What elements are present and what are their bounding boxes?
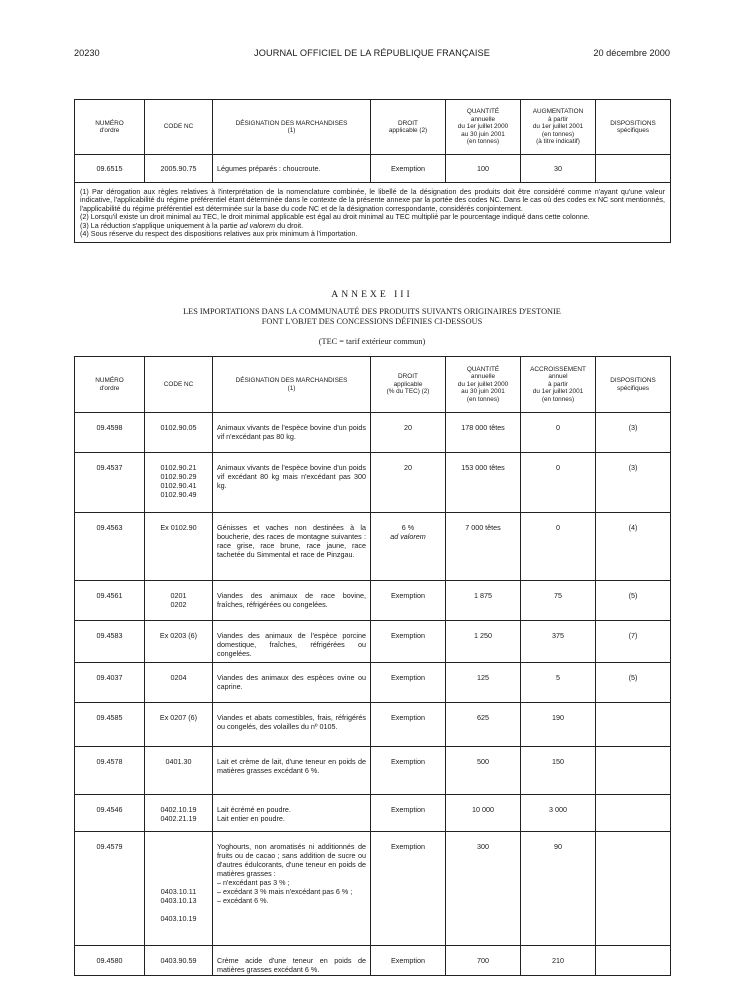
- annex-title: ANNEXE III: [331, 289, 413, 300]
- specific-provisions: [596, 155, 671, 183]
- annual-quantity: 7 000 têtes: [446, 513, 521, 581]
- annex-subtitle: LES IMPORTATIONS DANS LA COMMUNAUTÉ DES PRODUITS SUIVANTS ORIGINAIRES D'ESTONIE FONT L'OBJET DES CONCESSIONS DÉFINIES CI-DESSOUS: [183, 307, 561, 326]
- duty-value: 20: [404, 423, 412, 432]
- nc-code: 0102.90.49: [160, 490, 197, 499]
- applicable-duty: [371, 621, 446, 663]
- applicable-duty: [371, 513, 446, 581]
- description-line: Lait écrémé en poudre.: [217, 805, 291, 814]
- concessions-table-estonia: [74, 356, 671, 976]
- nc-code: Ex 0207 (6): [159, 713, 198, 722]
- footnote-2: (2) Lorsqu'il existe un droit minimal au TEC, le droit minimal applicable est égal au droit minimal au TEC multiplié par le pourcentage indiqué dans cette colonne.: [80, 212, 590, 222]
- description-line: Animaux vivants de l'espèce bovine d'un poids vif n'excédant pas 80 kg.: [217, 423, 366, 441]
- page-header: [74, 48, 670, 62]
- column-header: QUANTITÉ annuelle du 1er juillet 2000 au 30 juin 2001 (en tonnes): [446, 100, 521, 155]
- annual-increase: 0: [521, 453, 596, 513]
- goods-description: [213, 832, 371, 946]
- nc-code: [145, 860, 212, 869]
- goods-description: [213, 946, 371, 976]
- specific-provisions: (3): [596, 413, 671, 453]
- column-header: AUGMENTATION à partir du 1er juillet 2001 (en tonnes) (à titre indicatif): [521, 100, 596, 155]
- goods-description: [213, 663, 371, 703]
- nc-codes: [145, 581, 213, 621]
- description-line: – excédant 6 %.: [217, 896, 269, 905]
- duty-value: Exemption: [391, 591, 425, 600]
- footnote-1: (1) Par dérogation aux règles relatives à l'interprétation de la nomenclature combinée, le libellé de la désignation des produits doit être considéré comme n'ayant qu'une valeur indicative, l'applicabilité du régime préférentiel étant déterminée dans le contexte de la présente annexe par la portée des codes NC. Dans le cas où des codes ex NC sont mentionnés, l'applicabilité du régime préférentiel est déterminée sur la base du code NC et de la désignation correspondante, considérés conjointement.: [80, 187, 665, 213]
- applicable-duty: [371, 832, 446, 946]
- description-line: Yoghourts, non aromatisés ni additionnés de fruits ou de cacao ; sans addition de sucre ou d'autres édulcorants, d'une teneur en poids de matières grasses :: [217, 842, 366, 878]
- goods-description: [213, 513, 371, 581]
- order-number: 09.4537: [75, 453, 145, 513]
- column-header: DISPOSITIONS spécifiques: [596, 100, 671, 155]
- annual-quantity: 500: [446, 747, 521, 795]
- description-line: – n'excédant pas 3 % ;: [217, 878, 290, 887]
- nc-code: 0403.90.59: [160, 956, 197, 965]
- nc-code: 0403.10.11: [160, 887, 197, 896]
- table-row: [75, 621, 671, 663]
- column-header: CODE NC: [145, 357, 213, 413]
- column-header: NUMÉRO d'ordre: [75, 100, 145, 155]
- order-number: 09.4561: [75, 581, 145, 621]
- duty-value: Exemption: [391, 842, 425, 851]
- specific-provisions: (5): [596, 663, 671, 703]
- nc-code: 0403.10.13: [160, 896, 197, 905]
- order-number: 09.4583: [75, 621, 145, 663]
- order-number: 09.4037: [75, 663, 145, 703]
- nc-code: 0402.21.19: [160, 814, 197, 823]
- applicable-duty: [371, 453, 446, 513]
- table-row: [75, 703, 671, 747]
- goods-description: [213, 747, 371, 795]
- order-number: 09.6515: [75, 155, 145, 183]
- annual-quantity: 1 250: [446, 621, 521, 663]
- duty-value: 6 %: [401, 523, 415, 532]
- nc-code: 0102.90.21: [160, 463, 197, 472]
- nc-code: [145, 842, 212, 851]
- nc-codes: [145, 946, 213, 976]
- nc-code: 0201: [170, 591, 187, 600]
- publication-date: 20 décembre 2000: [593, 48, 670, 58]
- applicable-duty: [371, 581, 446, 621]
- duty-value: Exemption: [391, 757, 425, 766]
- tec-note: (TEC = tarif extérieur commun): [318, 337, 426, 346]
- goods-description: [213, 581, 371, 621]
- annual-increase: 0: [521, 513, 596, 581]
- description-line: Animaux vivants de l'espèce bovine d'un poids vif excédant 80 kg mais n'excédant pas 300 kg.: [217, 463, 366, 490]
- duty-value: Exemption: [391, 805, 425, 814]
- annual-increase: 150: [521, 747, 596, 795]
- specific-provisions: (4): [596, 513, 671, 581]
- order-number: 09.4580: [75, 946, 145, 976]
- journal-title: JOURNAL OFFICIEL DE LA RÉPUBLIQUE FRANÇAISE: [254, 48, 490, 58]
- specific-provisions: (5): [596, 581, 671, 621]
- annual-quantity: 625: [446, 703, 521, 747]
- specific-provisions: [596, 832, 671, 946]
- table-row: [75, 747, 671, 795]
- applicable-duty: [371, 413, 446, 453]
- nc-codes: [145, 453, 213, 513]
- annual-increase: 75: [521, 581, 596, 621]
- annual-quantity: 10 000: [446, 795, 521, 832]
- duty-value: Exemption: [391, 673, 425, 682]
- column-header: DISPOSITIONS spécifiques: [596, 357, 671, 413]
- annual-increase: 3 000: [521, 795, 596, 832]
- order-number: 09.4598: [75, 413, 145, 453]
- description-line: – excédant 3 % mais n'excédant pas 6 % ;: [217, 887, 353, 896]
- order-number: 09.4546: [75, 795, 145, 832]
- specific-provisions: [596, 795, 671, 832]
- annual-quantity: 178 000 têtes: [446, 413, 521, 453]
- table-row: [75, 413, 671, 453]
- nc-codes: [145, 747, 213, 795]
- table-row: [75, 155, 671, 183]
- specific-provisions: [596, 703, 671, 747]
- annual-increase: 375: [521, 621, 596, 663]
- applicable-duty: [371, 795, 446, 832]
- table-row: [75, 795, 671, 832]
- footnotes-row: [75, 183, 671, 243]
- nc-code: 0102.90.29: [160, 472, 197, 481]
- goods-description: [213, 413, 371, 453]
- applicable-duty: [371, 946, 446, 976]
- column-header: QUANTITÉ annuelle du 1er juillet 2000 au 30 juin 2001 (en tonnes): [446, 357, 521, 413]
- nc-code: [145, 878, 212, 887]
- table-row: [75, 453, 671, 513]
- specific-provisions: [596, 747, 671, 795]
- page-number: 20230: [74, 48, 100, 58]
- nc-codes: [145, 703, 213, 747]
- goods-description: [213, 453, 371, 513]
- annual-quantity: 1 875: [446, 581, 521, 621]
- table-header-row: [75, 100, 671, 155]
- nc-code: 0102.90.05: [160, 423, 197, 432]
- nc-code: Ex 0102.90: [160, 523, 197, 532]
- specific-provisions: (3): [596, 453, 671, 513]
- annual-increase: 5: [521, 663, 596, 703]
- nc-code: 0403.10.19: [160, 914, 197, 923]
- goods-description: [213, 703, 371, 747]
- order-number: 09.4578: [75, 747, 145, 795]
- annual-quantity: 700: [446, 946, 521, 976]
- duty-value: Exemption: [391, 631, 425, 640]
- annual-increase: 30: [521, 155, 596, 183]
- order-number: 09.4585: [75, 703, 145, 747]
- nc-code: 0102.90.41: [160, 481, 197, 490]
- nc-code: [145, 905, 212, 914]
- annual-quantity: 300: [446, 832, 521, 946]
- annual-increase: 210: [521, 946, 596, 976]
- applicable-duty: Exemption: [371, 155, 446, 183]
- description-line: Lait entier en poudre.: [217, 814, 285, 823]
- column-header: CODE NC: [145, 100, 213, 155]
- nc-codes: [145, 413, 213, 453]
- nc-codes: [145, 513, 213, 581]
- footnotes: [75, 183, 671, 243]
- applicable-duty: [371, 663, 446, 703]
- nc-code: 0402.10.19: [160, 805, 197, 814]
- column-header: DROIT applicable (2): [371, 100, 446, 155]
- duty-value: 20: [404, 463, 412, 472]
- table-row: [75, 832, 671, 946]
- nc-code: [145, 869, 212, 878]
- table-row: [75, 663, 671, 703]
- description-line: Lait et crème de lait, d'une teneur en poids de matières grasses excédant 6 %.: [217, 757, 366, 775]
- description-line: Crème acide d'une teneur en poids de matières grasses excédant 6 %.: [217, 956, 366, 974]
- table-row: [75, 581, 671, 621]
- column-header: NUMÉRO d'ordre: [75, 357, 145, 413]
- goods-description: [213, 795, 371, 832]
- annual-quantity: 153 000 têtes: [446, 453, 521, 513]
- order-number: 09.4579: [75, 832, 145, 946]
- annual-increase: 190: [521, 703, 596, 747]
- nc-code: 0204: [170, 673, 187, 682]
- annual-quantity: 125: [446, 663, 521, 703]
- description-line: Viandes des animaux des espèces ovine ou caprine.: [217, 673, 366, 691]
- annual-increase: 90: [521, 832, 596, 946]
- nc-code: 0401.30: [165, 757, 192, 766]
- nc-code: 0202: [170, 600, 187, 609]
- description-line: Viandes des animaux de l'espèce porcine domestique, fraîches, réfrigérées ou congelées.: [217, 631, 366, 658]
- nc-codes: [145, 832, 213, 946]
- duty-value: Exemption: [391, 956, 425, 965]
- nc-codes: [145, 621, 213, 663]
- duty-value: Exemption: [391, 713, 425, 722]
- applicable-duty: [371, 747, 446, 795]
- column-header: DÉSIGNATION DES MARCHANDISES (1): [213, 100, 371, 155]
- description-line: Génisses et vaches non destinées à la boucherie, des races de montagne suivantes : race grise, race brune, race jaune, race tachetée du Simmental et race de Pinzgau.: [217, 523, 366, 559]
- concessions-table-top: [74, 99, 671, 243]
- nc-codes: [145, 795, 213, 832]
- specific-provisions: (7): [596, 621, 671, 663]
- goods-description: [213, 621, 371, 663]
- table-row: [75, 946, 671, 976]
- nc-codes: [145, 663, 213, 703]
- specific-provisions: [596, 946, 671, 976]
- goods-description: Légumes préparés : choucroute.: [213, 155, 371, 183]
- footnote-3: (3) La réduction s'applique uniquement à la partie ad valorem du droit.: [80, 220, 304, 230]
- duty-basis: ad valorem: [390, 532, 426, 541]
- nc-code: [145, 851, 212, 860]
- column-header: ACCROISSEMENT annuel à partir du 1er juillet 2001 (en tonnes): [521, 357, 596, 413]
- nc-code: Ex 0203 (6): [159, 631, 198, 640]
- column-header: DÉSIGNATION DES MARCHANDISES (1): [213, 357, 371, 413]
- description-line: Viandes et abats comestibles, frais, réfrigérés ou congelés, des volailles du nº 0105.: [217, 713, 366, 731]
- nc-code: 2005.90.75: [145, 155, 213, 183]
- description-line: Viandes des animaux de race bovine, fraîches, réfrigérées ou congelées.: [217, 591, 366, 609]
- applicable-duty: [371, 703, 446, 747]
- table-header-row: [75, 357, 671, 413]
- order-number: 09.4563: [75, 513, 145, 581]
- annual-increase: 0: [521, 413, 596, 453]
- annual-quantity: 100: [446, 155, 521, 183]
- footnote-4: (4) Sous réserve du respect des dispositions relatives aux prix minimum à l'importation.: [80, 229, 358, 239]
- table-row: [75, 513, 671, 581]
- column-header: DROIT applicable (% du TEC) (2): [371, 357, 446, 413]
